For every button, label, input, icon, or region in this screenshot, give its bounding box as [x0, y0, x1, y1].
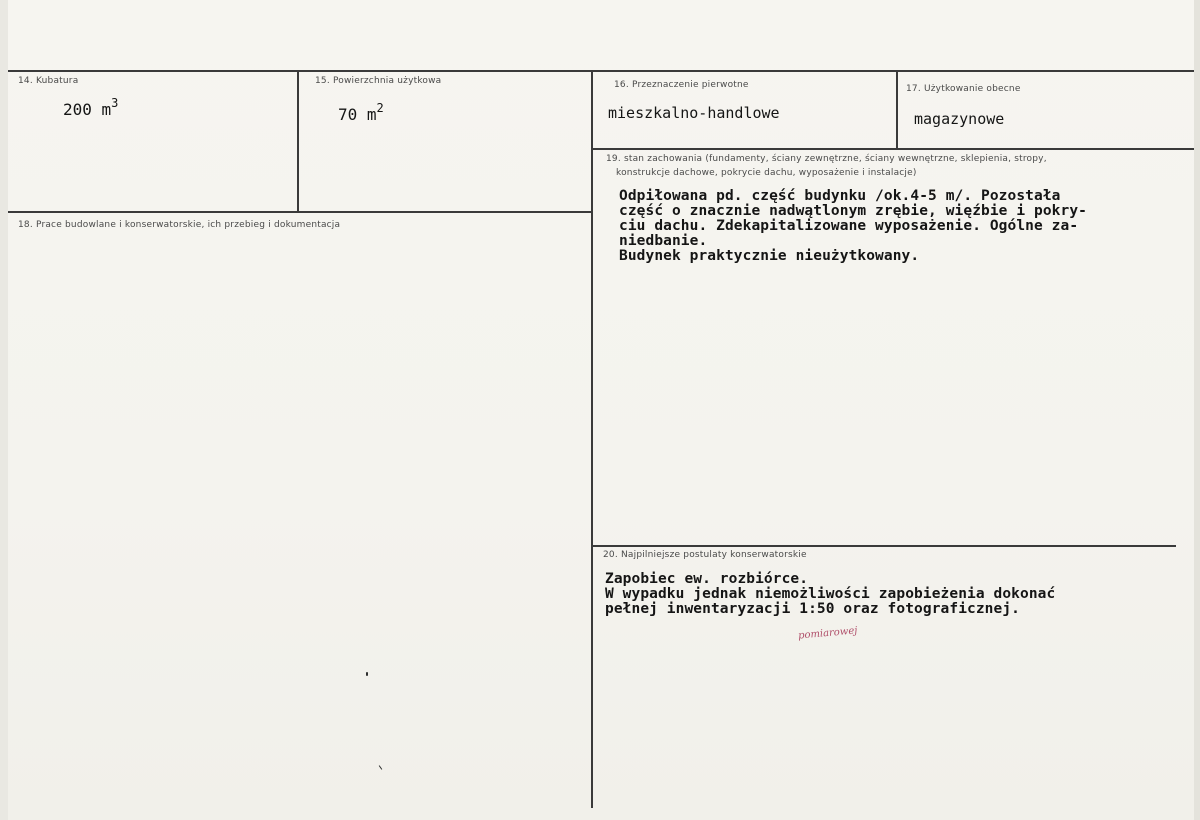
stan-label-line1: 19. stan zachowania (fundamenty, ściany zewnętrzne, ściany wewnętrzne, sklepienia, stropy, [606, 154, 1047, 164]
stan-line-4: niedbanie. [619, 233, 708, 249]
handwritten-insertion: pomiarowej [797, 625, 858, 642]
przeznaczenie-label: 16. Przeznaczenie pierwotne [614, 80, 749, 90]
scan-speck [379, 765, 383, 770]
stan-text [619, 189, 1087, 264]
powierzchnia-value: 70 $m^2$ [338, 101, 384, 124]
przeznaczenie-value: mieszkalno-handlowe [608, 104, 780, 122]
stan-line-3: ciu dachu. Zdekapitalizowane wyposażenie. Ogólne za- [619, 218, 1079, 234]
scan-edge-left [0, 0, 8, 820]
postulaty-line-2: W wypadku jednak niemożliwości zapobieżenia dokonać [605, 586, 1056, 602]
rule-right-20 [592, 545, 1176, 547]
rule-right-16-17 [592, 148, 1194, 150]
stan-line-5: Budynek praktycznie nieużytkowany. [619, 248, 920, 264]
powierzchnia-label: 15. Powierzchnia użytkowa [315, 76, 442, 86]
postulaty-label: 20. Najpilniejsze postulaty konserwatorskie [603, 550, 807, 560]
scan-edge-right [1194, 0, 1200, 820]
main-vertical-divider [591, 70, 593, 808]
kubatura-label: 14. Kubatura [18, 76, 79, 86]
uzytkowanie-value: magazynowe [914, 110, 1005, 128]
uzytkowanie-label: 17. Użytkowanie obecne [906, 84, 1021, 94]
mid-rule-left [8, 211, 592, 213]
postulaty-text [605, 572, 1055, 617]
kubatura-value: 200 $m^3$ [63, 96, 119, 119]
divider-16-17 [896, 70, 898, 149]
stan-line-2: część o znacznie nadwątlonym zrębie, więźbie i pokry- [619, 203, 1087, 219]
top-rule [8, 70, 1194, 72]
prace-label: 18. Prace budowlane i konserwatorskie, ich przebieg i dokumentacja [18, 220, 341, 230]
scan-speck [366, 672, 368, 676]
stan-line-1: Odpiłowana pd. część budynku /ok.4-5 m/. Pozostała [619, 188, 1061, 204]
postulaty-line-1: Zapobiec ew. rozbiórce. [605, 571, 809, 587]
divider-14-15 [297, 70, 299, 212]
postulaty-line-3: pełnej inwentaryzacji 1:50 oraz fotograficznej. [605, 601, 1020, 617]
stan-label-line2: konstrukcje dachowe, pokrycie dachu, wyposażenie i instalacje) [616, 168, 917, 178]
